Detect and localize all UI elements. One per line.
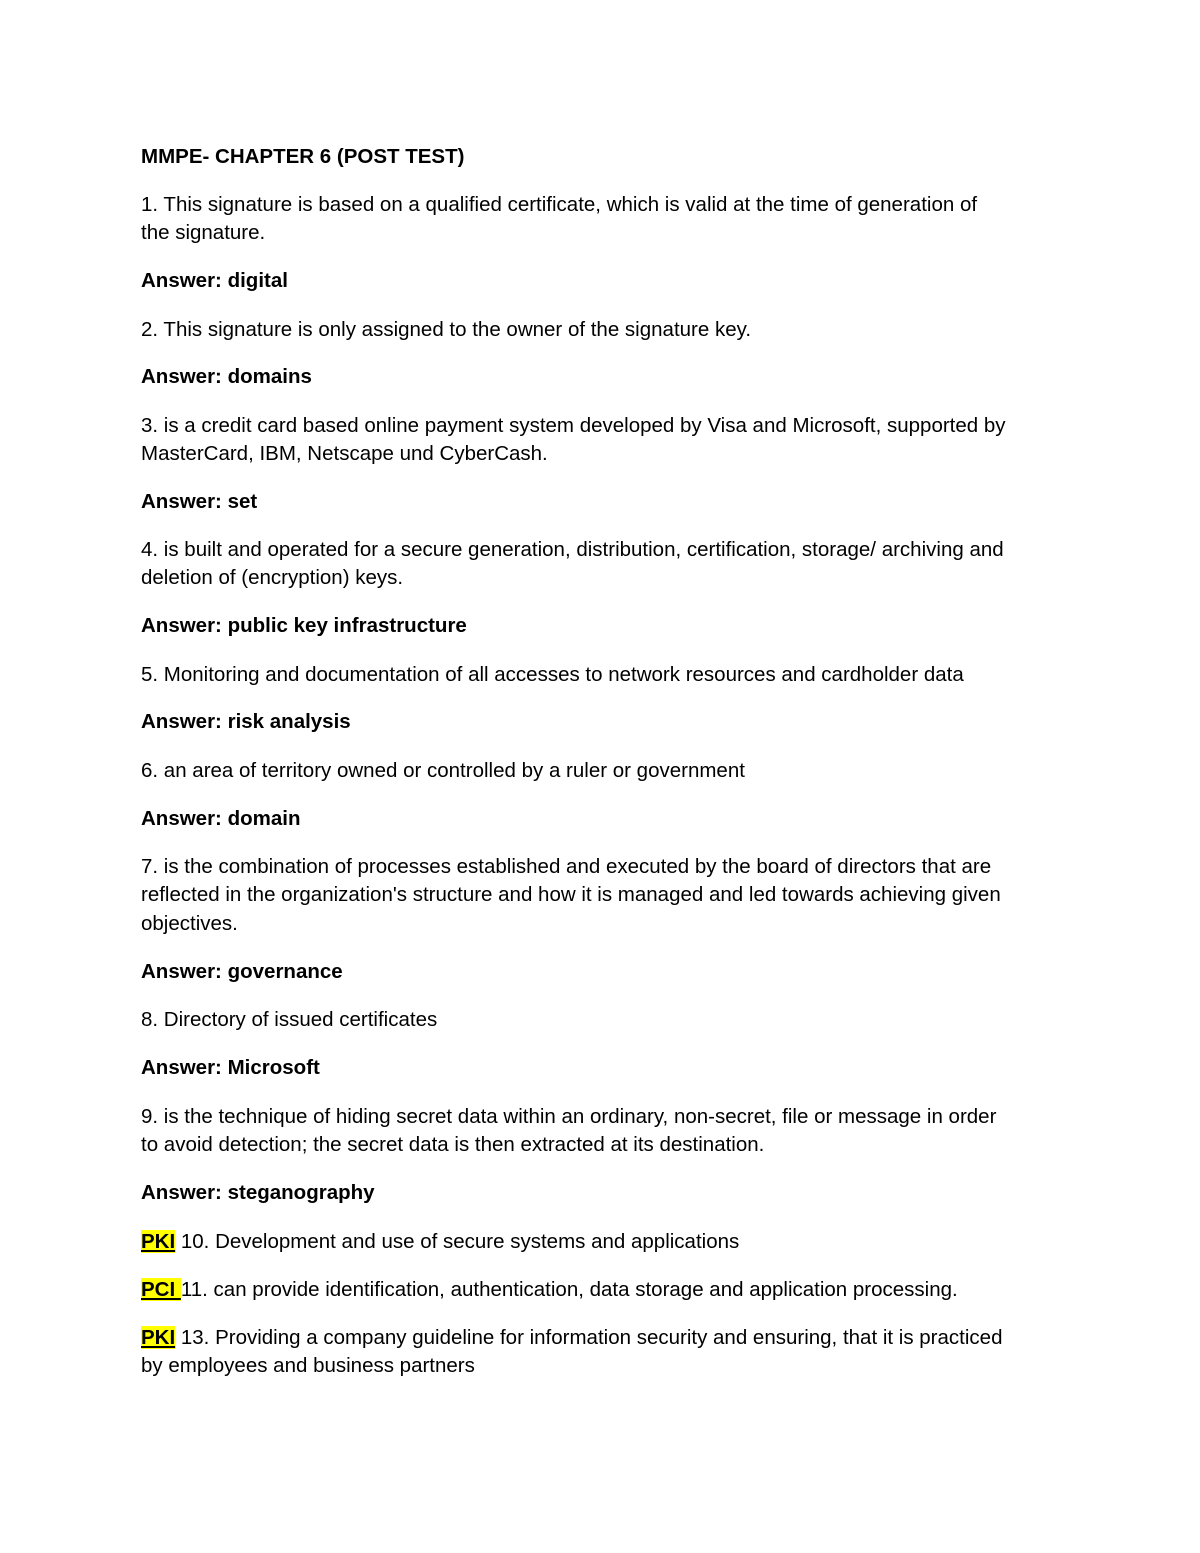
answer-label: Answer: [141,1056,222,1079]
answer-value: Microsoft [227,1056,320,1079]
answer-2 [141,363,312,391]
answer-value: domains [227,365,312,388]
highlight-tag: PCI [141,1278,181,1301]
question-7-line-3: objectives. [141,912,238,935]
item-text: 11. can provide identification, authentication, data storage and application processing. [180,1278,958,1301]
question-7-line-1: 7. is the combination of processes established and executed by the board of directors that are [141,855,992,878]
answer-4 [141,612,467,640]
answer-value: set [227,490,258,513]
answer-label: Answer: [141,1181,222,1204]
answer-8 [141,1054,320,1082]
answer-value: risk analysis [227,710,351,733]
highlight-tag: PKI [141,1230,176,1253]
question-1-line-2: the signature. [141,221,266,244]
question-5-line-1: 5. Monitoring and documentation of all accesses to network resources and cardholder data [141,663,964,686]
answer-value: governance [227,960,343,983]
item-13-line-2: by employees and business partners [141,1354,475,1377]
answer-value: steganography [227,1181,375,1204]
question-2-line-1: 2. This signature is only assigned to the owner of the signature key. [141,318,752,341]
question-3-line-2: MasterCard, IBM, Netscape und CyberCash. [141,442,548,465]
item-text: 10. Development and use of secure systems and applications [175,1230,740,1253]
question-1-line-1: 1. This signature is based on a qualified certificate, which is valid at the time of generation of [141,193,978,216]
question-8-line-1: 8. Directory of issued certificates [141,1008,438,1031]
answer-7 [141,958,343,986]
item-10 [141,1228,739,1256]
item-11 [141,1276,958,1304]
item-13 [141,1324,1002,1352]
answer-label: Answer: [141,365,222,388]
question-6-line-1: 6. an area of territory owned or controlled by a ruler or government [141,759,745,782]
answer-label: Answer: [141,490,222,513]
page-title: MMPE- CHAPTER 6 (POST TEST) [141,145,465,168]
answer-value: digital [227,269,288,292]
answer-6 [141,805,301,833]
question-3-line-1: 3. is a credit card based online payment system developed by Visa and Microsoft, supported by [141,414,1006,437]
answer-5 [141,708,351,736]
highlight-tag: PKI [141,1326,176,1349]
question-7-line-2: reflected in the organization's structure and how it is managed and led towards achieving given [141,883,1001,906]
answer-label: Answer: [141,269,222,292]
question-4-line-1: 4. is built and operated for a secure generation, distribution, certification, storage/ archiving and [141,538,1004,561]
answer-label: Answer: [141,807,222,830]
item-text: 13. Providing a company guideline for information security and ensuring, that it is practiced [175,1326,1003,1349]
answer-1 [141,267,288,295]
answer-value: domain [227,807,301,830]
question-9-line-2: to avoid detection; the secret data is then extracted at its destination. [141,1133,765,1156]
answer-label: Answer: [141,614,222,637]
answer-label: Answer: [141,960,222,983]
answer-3 [141,488,257,516]
answer-label: Answer: [141,710,222,733]
answer-value: public key infrastructure [227,614,467,637]
question-9-line-1: 9. is the technique of hiding secret data within an ordinary, non-secret, file or message in order [141,1105,997,1128]
answer-9 [141,1179,375,1207]
question-4-line-2: deletion of (encryption) keys. [141,566,404,589]
